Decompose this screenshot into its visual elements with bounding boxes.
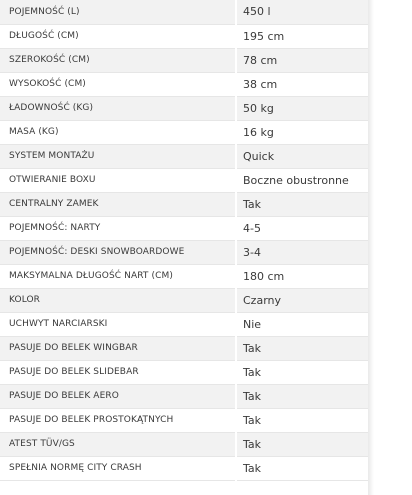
spec-label: KOLOR: [0, 288, 236, 312]
spec-value: Tak: [236, 384, 368, 408]
spec-row: [0, 24, 368, 48]
spec-value: Tak: [236, 336, 368, 360]
spec-row: [0, 120, 368, 144]
spec-row: [0, 0, 368, 24]
spec-label: POJEMNOŚĆ: NARTY: [0, 216, 236, 240]
spec-label: POJEMNOŚĆ (L): [0, 0, 236, 24]
spec-label: SPEŁNIA NORMĘ CITY CRASH: [0, 456, 236, 480]
spec-label: CENTRALNY ZAMEK: [0, 192, 236, 216]
spec-value: Tak: [236, 456, 368, 480]
spec-value: 450 l: [236, 0, 368, 24]
spec-value: Nie: [236, 312, 368, 336]
spec-label: PASUJE DO BELEK PROSTOKĄTNYCH: [0, 408, 236, 432]
spec-value: 4-5: [236, 216, 368, 240]
spec-row: [0, 360, 368, 384]
spec-label: UCHWYT NARCIARSKI: [0, 312, 236, 336]
spec-label: POJEMNOŚĆ: DESKI SNOWBOARDOWE: [0, 240, 236, 264]
spec-label: WYSOKOŚĆ (CM): [0, 72, 236, 96]
spec-label: SZEROKOŚĆ (CM): [0, 48, 236, 72]
spec-label: MASA (KG): [0, 120, 236, 144]
spec-value: Tak: [236, 432, 368, 456]
spec-label: PASUJE DO BELEK AERO: [0, 384, 236, 408]
spec-row: [0, 288, 368, 312]
spec-value: Tak: [236, 408, 368, 432]
spec-row: [0, 168, 368, 192]
spec-row: [0, 216, 368, 240]
spec-value: Tak: [236, 360, 368, 384]
spec-label: DŁUGOŚĆ (CM): [0, 24, 236, 48]
spec-value: 50 kg: [236, 96, 368, 120]
spec-row: [0, 192, 368, 216]
spec-value: 195 cm: [236, 24, 368, 48]
spec-label: ŁADOWNOŚĆ (KG): [0, 96, 236, 120]
spec-label: ATEST TÜV/GS: [0, 432, 236, 456]
spec-value: 3-4: [236, 240, 368, 264]
spec-row: [0, 240, 368, 264]
spec-label: SYSTEM MONTAŻU: [0, 144, 236, 168]
spec-row: [0, 336, 368, 360]
spec-value: 16 kg: [236, 120, 368, 144]
spec-row: [0, 96, 368, 120]
spec-label: PASUJE DO BELEK SLIDEBAR: [0, 360, 236, 384]
spec-row: [0, 312, 368, 336]
spec-row: [0, 48, 368, 72]
spec-row: [0, 72, 368, 96]
spec-row: [0, 456, 368, 480]
spec-value: 38 cm: [236, 72, 368, 96]
spec-value: Czarny: [236, 288, 368, 312]
spec-row: [0, 144, 368, 168]
spec-row: [0, 384, 368, 408]
spec-value: 78 cm: [236, 48, 368, 72]
right-edge-shadow: [368, 0, 374, 495]
spec-value: 180 cm: [236, 264, 368, 288]
spec-value: Quick: [236, 144, 368, 168]
spec-value: Boczne obustronne: [236, 168, 368, 192]
spec-row: [0, 432, 368, 456]
spec-row: [0, 264, 368, 288]
spec-label: PASUJE DO BELEK WINGBAR: [0, 336, 236, 360]
spec-label: MAKSYMALNA DŁUGOŚĆ NART (CM): [0, 264, 236, 288]
spec-value: Tak: [236, 192, 368, 216]
spec-label: OTWIERANIE BOXU: [0, 168, 236, 192]
spec-row: [0, 408, 368, 432]
